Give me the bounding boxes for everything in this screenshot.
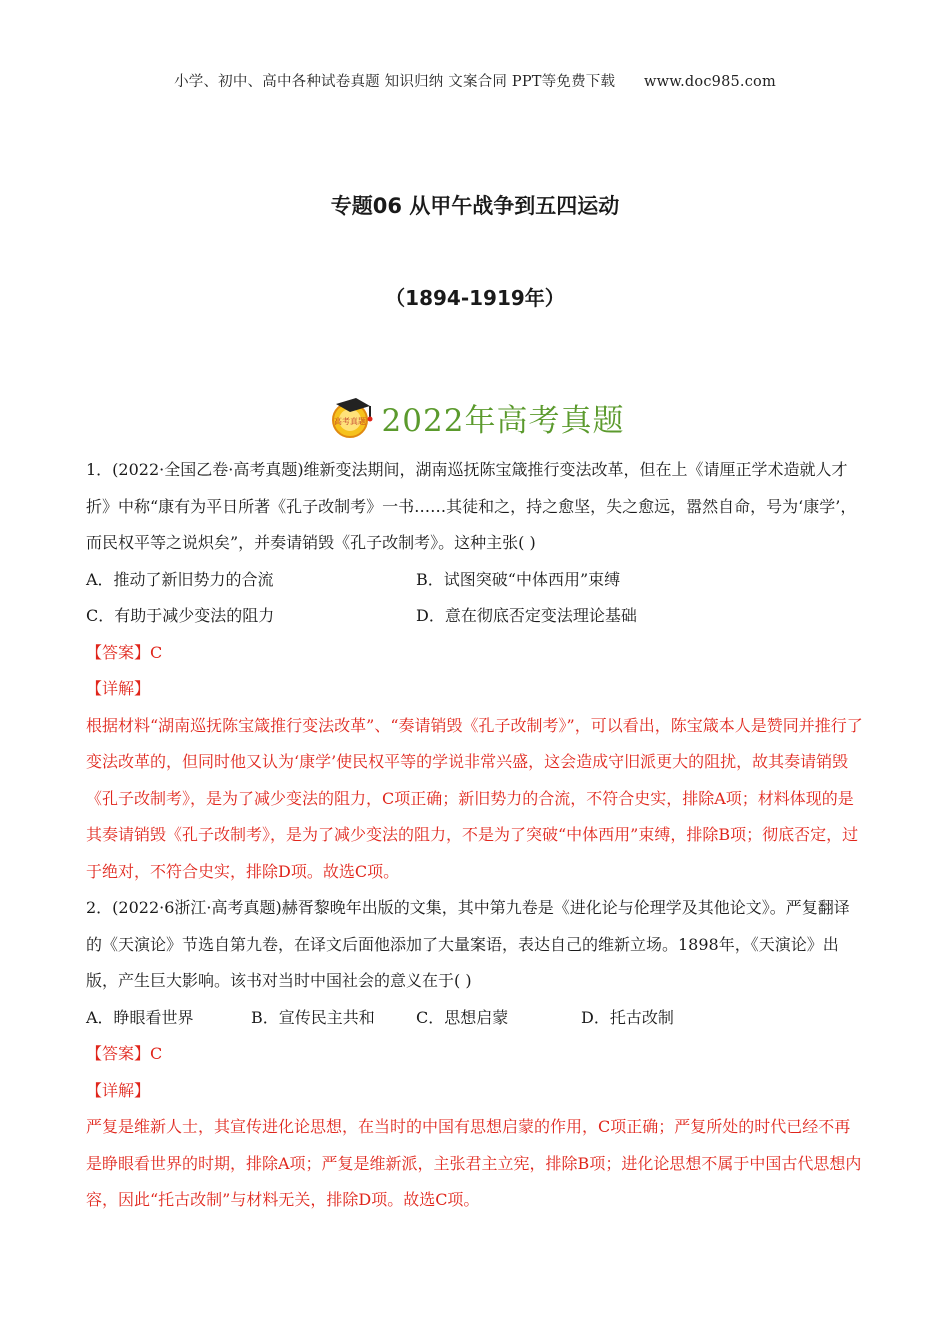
option-b[interactable]: B．试图突破“中体西用”束缚 — [416, 569, 621, 589]
header-url[interactable]: www.doc985.com — [643, 74, 776, 90]
option-a[interactable]: A．睁眼看世界 — [86, 1007, 194, 1027]
question-2-detail: 严复是维新人士，其宣传进化论思想，在当时的中国有思想启蒙的作用，C项正确；严复所处的时代已经不再是睁眼看世界的时期，排除A项；严复是维新派，主张君主立宪，排除B项；进化论思想不属于中国古代思想内容，因此“托古改制”与材料无关，排除D项。故选C项。 — [86, 1117, 862, 1209]
question-content — [86, 452, 864, 1219]
document-subtitle: （1894-1919年） — [385, 286, 565, 310]
page-header — [0, 70, 950, 91]
banner-text: 2022年高考真题 — [381, 402, 625, 439]
exam-mascot-logo — [326, 392, 376, 442]
header-text: 小学、初中、高中各种试卷真题 知识归纳 文案合同 PPT等免费下载 — [174, 74, 616, 90]
option-c[interactable]: C．有助于减少变法的阻力 — [86, 606, 275, 625]
question-1-detail-label: 【详解】 — [86, 679, 151, 698]
question-1-stem: 1．(2022·全国乙卷·高考真题)维新变法期间，湖南巡抚陈宝箴推行变法改革，但在上《请厘正学术造就人才折》中称“康有为平日所著《孔子改制考》一书……其徒和之，持之愈坚，失之愈远，嚣然自命，号为‘康学’，而民权平等之说炽矣”，并奏请销毁《孔子改制考》。这种主张( ) — [86, 460, 857, 552]
question-2-options — [86, 1000, 864, 1037]
question-1-options-row-1 — [86, 562, 864, 599]
logo-text: 高考真题 — [333, 417, 366, 426]
option-a[interactable]: A．推动了新旧势力的合流 — [86, 569, 274, 589]
question-1-options-row-2 — [86, 598, 864, 635]
question-1-detail: 根据材料“湖南巡抚陈宝箴推行变法改革”、“奏请销毁《孔子改制考》”，可以看出，陈宝箴本人是赞同并推行了变法改革的，但同时他又认为‘康学’使民权平等的学说非常兴盛，这会造成守旧派更大的阻扰，故其奏请销毁《孔子改制考》，是为了减少变法的阻力，C项正确；新旧势力的合流，不符合史实，排除A项；材料体现的是其奏请销毁《孔子改制考》，是为了减少变法的阻力，不是为了突破“中体西用”束缚，排除B项；彻底否定，过于绝对，不符合史实，排除D项。故选C项。 — [86, 715, 863, 881]
question-2-detail-label: 【详解】 — [86, 1080, 151, 1100]
document-title: 专题06 从甲午战争到五四运动 — [330, 194, 620, 218]
question-2-stem: 2．(2022·6浙江·高考真题)赫胥黎晚年出版的文集，其中第九卷是《进化论与伦理学及其他论文》。严复翻译的《天演论》节选自第九卷，在译文后面他添加了大量案语，表达自己的维新立场。1898年，《天演论》出版，产生巨大影响。该书对当时中国社会的意义在于( ) — [86, 898, 850, 990]
question-2-answer: 【答案】C — [86, 1044, 163, 1063]
option-d[interactable]: D．托古改制 — [581, 1007, 674, 1027]
option-b[interactable]: B．宣传民主共和 — [251, 1007, 375, 1027]
question-1-answer: 【答案】C — [86, 642, 163, 662]
option-d[interactable]: D．意在彻底否定变法理论基础 — [416, 606, 637, 625]
section-banner — [0, 392, 950, 442]
option-c[interactable]: C．思想启蒙 — [416, 1007, 509, 1027]
